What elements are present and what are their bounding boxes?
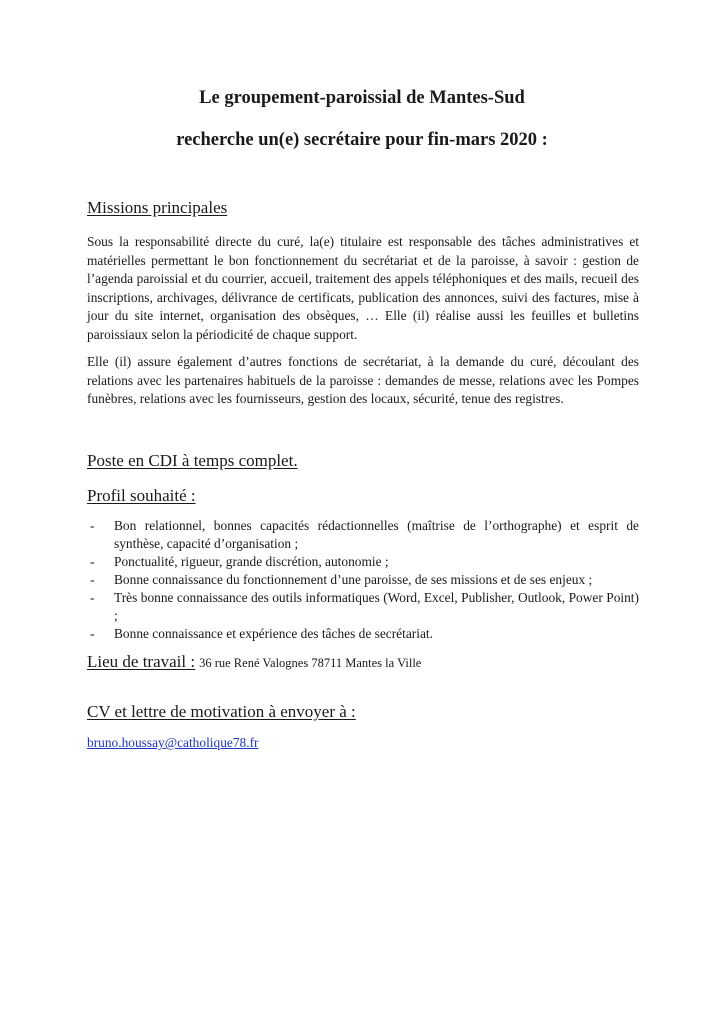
lieu-address: 36 rue René Valognes 78711 Mantes la Ville (199, 656, 422, 670)
bullet-dash: - (90, 518, 95, 533)
bullet-dash: - (90, 626, 95, 641)
lieu-de-travail (87, 652, 421, 672)
profil-item (87, 571, 639, 589)
profil-item (87, 589, 639, 625)
title-line-1: Le groupement-paroissial de Mantes-Sud (199, 88, 525, 108)
profil-item-text: Très bonne connaissance des outils informatiques (Word, Excel, Publisher, Outlook, Power Point) ; (114, 590, 639, 623)
bullet-dash: - (90, 590, 95, 605)
profil-list (87, 517, 639, 643)
profil-heading: Profil souhaité : (87, 486, 196, 505)
bullet-dash: - (90, 572, 95, 587)
title-line-2: recherche un(e) secrétaire pour fin-mars 2020 : (176, 130, 548, 150)
lieu-heading: Lieu de travail : (87, 652, 196, 671)
bullet-dash: - (90, 554, 95, 569)
profil-item (87, 625, 639, 643)
poste-heading: Poste en CDI à temps complet. (87, 451, 298, 470)
profil-item-text: Bon relationnel, bonnes capacités rédactionnelles (maîtrise de l’orthographe) et esprit de synthèse, capacité d’organisation ; (114, 518, 639, 551)
cv-heading: CV et lettre de motivation à envoyer à : (87, 702, 356, 721)
profil-item (87, 517, 639, 553)
missions-heading: Missions principales (87, 198, 228, 217)
profil-item-text: Bonne connaissance et expérience des tâches de secrétariat. (114, 626, 433, 641)
email-link[interactable]: bruno.houssay@catholique78.fr (87, 735, 259, 750)
missions-paragraph-1: Sous la responsabilité directe du curé, la(e) titulaire est responsable des tâches administratives et matérielles permettant le bon fonctionnement du secrétariat et de la paroisse, à savoir : gestion de l’agenda paroissial et du courrier, accueil, traitement des appels téléphoniques et des mails, recueil des inscriptions, archivages, délivrance de certificats, publication des annonces, suivi des factures, mise à jour du site internet, organisation des obsèques, … Elle (il) réalise aussi les feuilles et bulletins paroissiaux selon la périodicité de chaque support. (87, 234, 639, 342)
profil-item (87, 553, 639, 571)
profil-item-text: Ponctualité, rigueur, grande discrétion, autonomie ; (114, 554, 389, 569)
profil-item-text: Bonne connaissance du fonctionnement d’une paroisse, de ses missions et de ses enjeux ; (114, 572, 593, 587)
missions-paragraph-2: Elle (il) assure également d’autres fonctions de secrétariat, à la demande du curé, découlant des relations avec les partenaires habituels de la paroisse : demandes de messe, relations avec les Pompes funèbres, relations avec les fournisseurs, gestion des locaux, sécurité, tenue des registres. (87, 354, 639, 407)
